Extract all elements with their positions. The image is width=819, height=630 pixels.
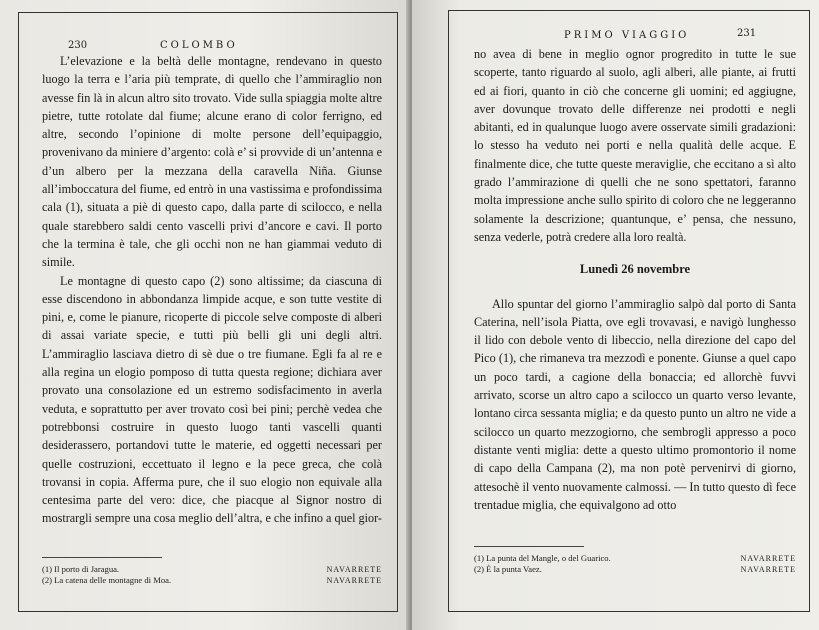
page-number: 231 — [737, 28, 757, 39]
body-text — [42, 52, 382, 528]
paragraph: no avea di bene in meglio ognor progredito in tutte le sue scoperte, tanto riguardo al suolo, agli alberi, alle piante, ai frutti ed ai fiori, quanto in ciò che concerne gli uomini; ed aggiugne, aver dovunque trovato delle differenze nei prodotti e negli abitanti, ed in qualunque luogo avere osservate simili gradazioni: lo stesso ha veduto nei porti e nella qualità delle acque. E finalmente dice, che tutte queste meraviglie, che eccitano a sì alto grado l’ammirazione di quelli che ne sono spettatori, faranno molta impressione anche sullo spirito di coloro che ne leggeranno solamente la descrizione; quantunque, e’ pensa, che nessuno, senza vederle, potrà credere alla loro realtà. — [474, 47, 796, 244]
footnotes — [474, 553, 796, 575]
paragraph: L’elevazione e la beltà delle montagne, rendevano in questo luogo la terra e l’aria più temprate, di quello che l’ammiraglio non avesse fin là in alcun altro sito trovato. Vide sulla spiaggia molte altre pietre, tutte rotolate dal fiume; alcune erano di color ferrigno, ed altre, secondo l’opinione di molte persone dell’equipaggio, provenivano da miniere d’argento: colà e’ si provvide di un’antenna e d’un albero per la mezzana della caravella Niña. Giunse all’imboccatura del fiume, ed entrò in una vastissima e profondissima cala (1), situata a piè di questo capo, dalla parte di scilocco, e nella quale starebbero saldi cento vascelli privi d’ancore e cavi. Il porto che la termina è tale, che gli occhi non ne han giammai veduto di simile. — [42, 54, 382, 270]
footnote-rule — [42, 557, 162, 558]
right-page — [412, 0, 819, 630]
footnote-source: NAVARRETE — [740, 554, 796, 563]
footnote-source: NAVARRETE — [326, 576, 382, 585]
footnote-text: (2) La catena delle montagne di Moa. — [42, 575, 172, 585]
footnote-text: (1) Il porto di Jaragua. — [42, 564, 120, 574]
footnote — [42, 564, 382, 575]
footnotes — [42, 564, 382, 586]
footnote-text: (2) È la punta Vaez. — [474, 564, 542, 574]
paragraph: Le montagne di questo capo (2) sono altissime; da ciascuna di esse discendono in abbondanza limpide acque, e son tutte vestite di pini, e, come le pianure, ricoperte di piccole selve composte di alberi di assai variate specie, e tutti più belli gli uni degli altri. L’ammiraglio lasciava dietro di sè due o tre fiumane. Egli fa al re e alla regina un elogio pomposo di tutta questa regione; dichiara aver provato una consolazione ed un estremo sodisfacimento in averla veduta, e soprattutto per aver trovato così bei pini; perchè vedea che potrebbonsi costruire in questo luogo tanti vascelli quanti desiderassero, portandovi tutte le materie, ed oggetti necessari per quelle costruzioni, eccettuato il legno e la pece greca, che colà trovansi in copia. Afferma pure, che il suo elogio non equivale alla centesima parte del vero: dice, che piacque al Signor nostro di mostrargli sempre una cosa meglio dell’altra, e che infino a quel gior- — [42, 273, 382, 526]
footnote — [474, 564, 796, 575]
section-heading: Lunedì 26 novembre — [579, 262, 691, 277]
paragraph: Allo spuntar del giorno l’ammiraglio salpò dal porto di Santa Caterina, nell’isola Piatta, ove egli trovavasi, e navigò lunghesso il lido con debole vento di libeccio, nella direzione del capo del Pico (1), che rimaneva tra mezzodì e ponente. Giunse a quel capo un poco tardi, a cagione della bonaccia; ed allorchè fuvvi arrivato, scorse un altro capo a scilocco un quarto verso levante, lontano circa sessanta miglia; e da questo punto un altro ne vide a scilocco un quarto mezzogiorno, che sembrogli appresso a poco distante venti miglia: dette a questo ultimo promontorio il nome di capo della Campana (2), ma non potè pervenirvi di giorno, attesochè il vento nuovamente calmossi. — In tutto questo dì fece trentadue miglia, che equivalgono ad otto — [474, 296, 796, 512]
body-text — [474, 45, 796, 514]
footnote — [474, 553, 796, 564]
footnote-rule — [474, 546, 584, 547]
running-head: COLOMBO — [160, 40, 238, 51]
footnote-text: (1) La punta del Mangle, o del Guarico. — [474, 553, 611, 563]
footnote-source: NAVARRETE — [326, 565, 382, 574]
running-head: PRIMO VIAGGIO — [564, 30, 690, 41]
footnote — [42, 575, 382, 586]
footnote-source: NAVARRETE — [740, 565, 796, 574]
page-number: 230 — [68, 40, 88, 51]
